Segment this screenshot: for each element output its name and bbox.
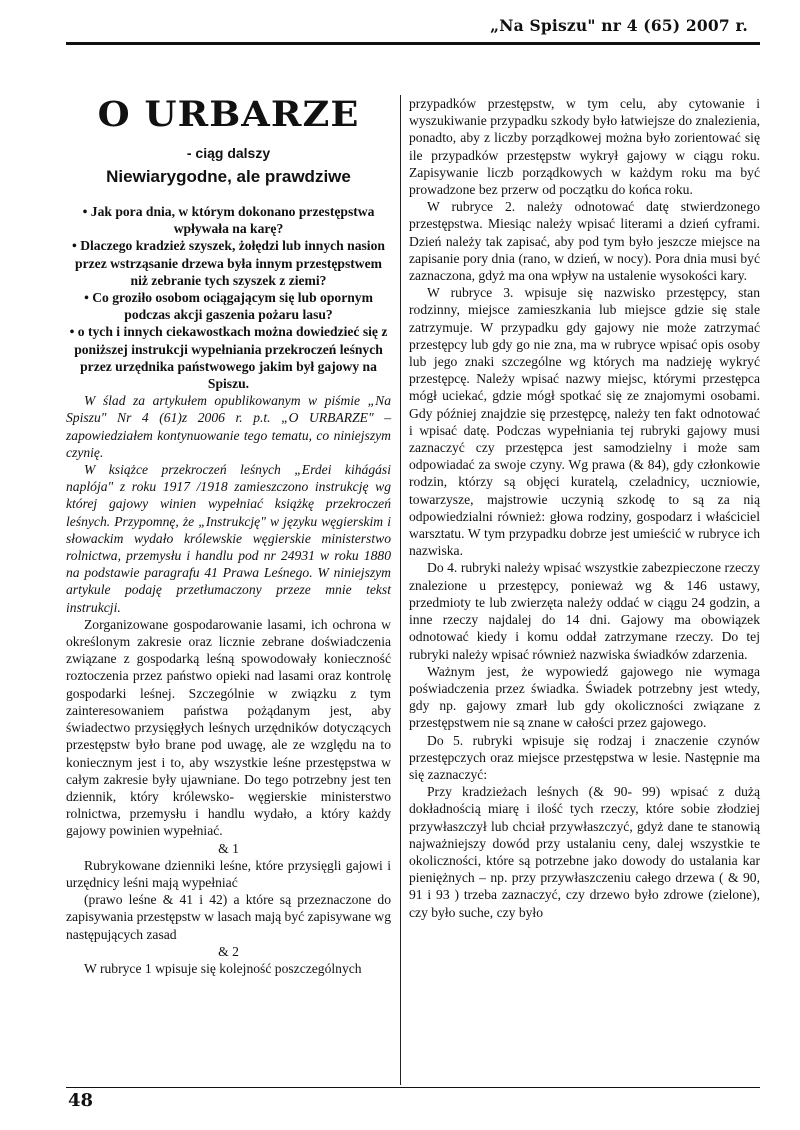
- section-1-text-cont: (prawo leśne & 41 i 42) a które są przeznaczone do zapisywania przestępstw w lasach mają być zapisywane wg następujących zasad: [66, 892, 391, 942]
- article-headline: Niewiarygodne, ale prawdziwe: [106, 167, 351, 186]
- right-column: [409, 95, 760, 921]
- section-mark-1: & 1: [218, 840, 239, 856]
- intro-paragraph: W ślad za artykułem opublikowanym w piśmie „Na Spiszu" Nr 4 (61)z 2006 r. p.t. „O URBARZE" – zapowiedziałem kontynuowanie tego tematu, co niniejszym czynię.: [66, 393, 391, 460]
- lead-question: • Dlaczego kradzież szyszek, żołędzi lub innych nasion przez wstrząsanie drzewa była innym przestępstwem niż zebranie tych szyszek z ziemi?: [72, 238, 385, 288]
- lead-question: • Co groziło osobom ociągającym się lub opornym podczas akcji gaszenia pożaru lasu?: [84, 290, 373, 323]
- body-paragraph: W rubryce 3. wpisuje się nazwisko przestępcy, stan rodzinny, miejsce zamieszkania lub miejsce gdzie się stale zatrzymuje. W przypadku gdy gajowy nie może zatrzymać przestępcy lub gdy go nie zna, ma w rubryce wpisać opis osoby lub jego znaki szczególne wg których ma nadzieję wykryć przestępcę. Należy wpisać nazwy miejsc, którymi przestępca mógł uciekać, gdzie mógł spotkać się ze znajomymi osobami. Gdy później znajdzie się przestępcę, należy ten fakt odnotować i wpisać datę. Podczas wypełniania tej rubryki gajowy musi zaznaczyć czy przestępca jest samodzielny i może sam odpowiadać za swoje czyny. Wg prawa (& 84), gdy członkowie rodzin, którzy są objęci kuratelą, czeladnicy, uczniowie, towarzysze, majstrowie uczynią szkodę to są za nią odpowiedzialni również: głowa rodziny, gospodarz i właściciel warsztatu. W tym przypadku dobrze jest umieścić w rubryce ich nazwiska.: [409, 285, 760, 559]
- section-mark-2: & 2: [218, 943, 239, 959]
- body-paragraph: Zorganizowane gospodarowanie lasami, ich ochrona w określonym zakresie oraz licznie zebrane doświadczenia związane z gospodarką leśną spowodowały konieczność roztoczenia przez państwo opieki nad lasami oraz kontrolę gospodarki leśnej. Szczególnie w związku z tym zainteresowaniem państwa pożądanym jest, aby świadectwo przysięgłych leśnych urzędników dotyczących przestępstw było brane pod uwagę, ale ze względu na to koniecznym jest i to, aby wszystkie leśne przestępstwa w całym zakresie były ujawniane. Do tego potrzebny jest ten dziennik, który królewsko- węgierskie ministerstwo rolnictwa, przemysłu i handlu wydało, a który każdy gajowy powinien wypełniać.: [66, 616, 391, 839]
- body-paragraph: Przy kradzieżach leśnych (& 90- 99) wpisać z dużą dokładnością miarę i ilość tych rzeczy, które sobie złodziej przywłaszczył lub chciał przywłaszczyć, gdyż dane te stanowią najważniejszy dowód przy ustalaniu ceny, dalej wszystkie te okoliczności, które są potrzebne jako dowody do ustalania kar pieniężnych – np. przy przywłaszczeniu całego drzewa ( & 90, 91 i 93 ) trzeba zaznaczyć, czy drzewo było zdrowe (zielone), czy było suche, czy było: [409, 784, 760, 920]
- intro-paragraphs: [66, 392, 391, 616]
- page-number: 48: [68, 1090, 94, 1111]
- intro-paragraph: W książce przekroczeń leśnych „Erdei kihágási naplója" z roku 1917 /1918 zamieszczono instrukcję wg której gajowy winien wypełniać książkę przekroczeń leśnych. Przypomnę, że „Instrukcję" w języku węgierskim i słowackim wydało królewskie węgierskie ministerstwo rolnictwa, przemysłu i handlu pod nr 24931 w roku 1880 na podstawie paragrafu 41 Prawa Leśnego. W niniejszym artykule podaję przetłumaczony przeze mnie tekst instrukcji.: [66, 462, 391, 615]
- body-paragraph: Do 5. rubryki wpisuje się rodzaj i znaczenie czynów przestępczych oraz miejsce przestępstwa w lesie. Następnie ma się zaznaczyć:: [409, 732, 760, 782]
- body-paragraph: W rubryce 2. należy odnotować datę stwierdzonego przestępstwa. Miesiąc należy wpisać literami a dzień cyframi. Dzień należy tak zapisać, aby pod tym było jeszcze miejsce na zapisanie pory dnia (rano, w dzień, w nocy). Pora dnia musi być zaznaczona, gdyż ma ona wpływ na ustalenie wysokości kary.: [409, 199, 760, 284]
- header-rule: [66, 42, 760, 45]
- lead-question: • o tych i innych ciekawostkach można dowiedzieć się z poniższej instrukcji wypełniania przekroczeń leśnych przez urzędnika państwowego jakim był gajowy na Spiszu.: [69, 324, 388, 392]
- left-body: [66, 616, 391, 977]
- body-paragraph: przypadków przestępstw, w tym celu, aby cytowanie i wyszukiwanie przypadku szkody było łatwiejsze do znalezienia, ponadto, aby z liczby porządkowej można było zorientować się ile przypadków przestępstw wykrył gajowy w ciągu roku. Zapisywanie liczb porządkowych w każdym roku ma być prowadzone bez przerw od początku do końca roku.: [409, 96, 760, 198]
- section-2-text: W rubryce 1 wpisuje się kolejność poszczególnych: [84, 960, 362, 976]
- body-paragraph: Ważnym jest, że wypowiedź gajowego nie wymaga poświadczenia przez świadka. Świadek potrzebny jest wtedy, gdy np. gajowy zmarł lub gdy okoliczności związane z przestępstwem nie są znane w całości przez gajowego.: [409, 663, 760, 731]
- lead-question: • Jak pora dnia, w którym dokonano przestępstwa wpływała na karę?: [82, 204, 375, 237]
- column-divider: [400, 95, 401, 1085]
- lead-questions: [66, 203, 391, 392]
- left-column: [66, 95, 391, 977]
- article-title: O URBARZE: [97, 94, 360, 135]
- running-header: „Na Spiszu" nr 4 (65) 2007 r.: [490, 16, 748, 35]
- article-subtitle: - ciąg dalszy: [186, 145, 271, 161]
- body-paragraph: Do 4. rubryki należy wpisać wszystkie zabezpieczone rzeczy znalezione u przestępcy, ponieważ wg & 146 ustawy, przedmioty te lub zwierzęta należy oddać w ciągu 24 godzin, a inne rzeczy najdalej do 14 dni. Gajowy ma obowiązek odnotować kiedy i komu oddał zatrzymane rzeczy. Do tej rubryki należy wpisać również nazwiska świadków zdarzenia.: [409, 560, 760, 662]
- section-1-text: Rubrykowane dzienniki leśne, które przysięgli gajowi i urzędnicy leśni mają wypełniać: [66, 857, 391, 890]
- footer-rule: [66, 1087, 760, 1088]
